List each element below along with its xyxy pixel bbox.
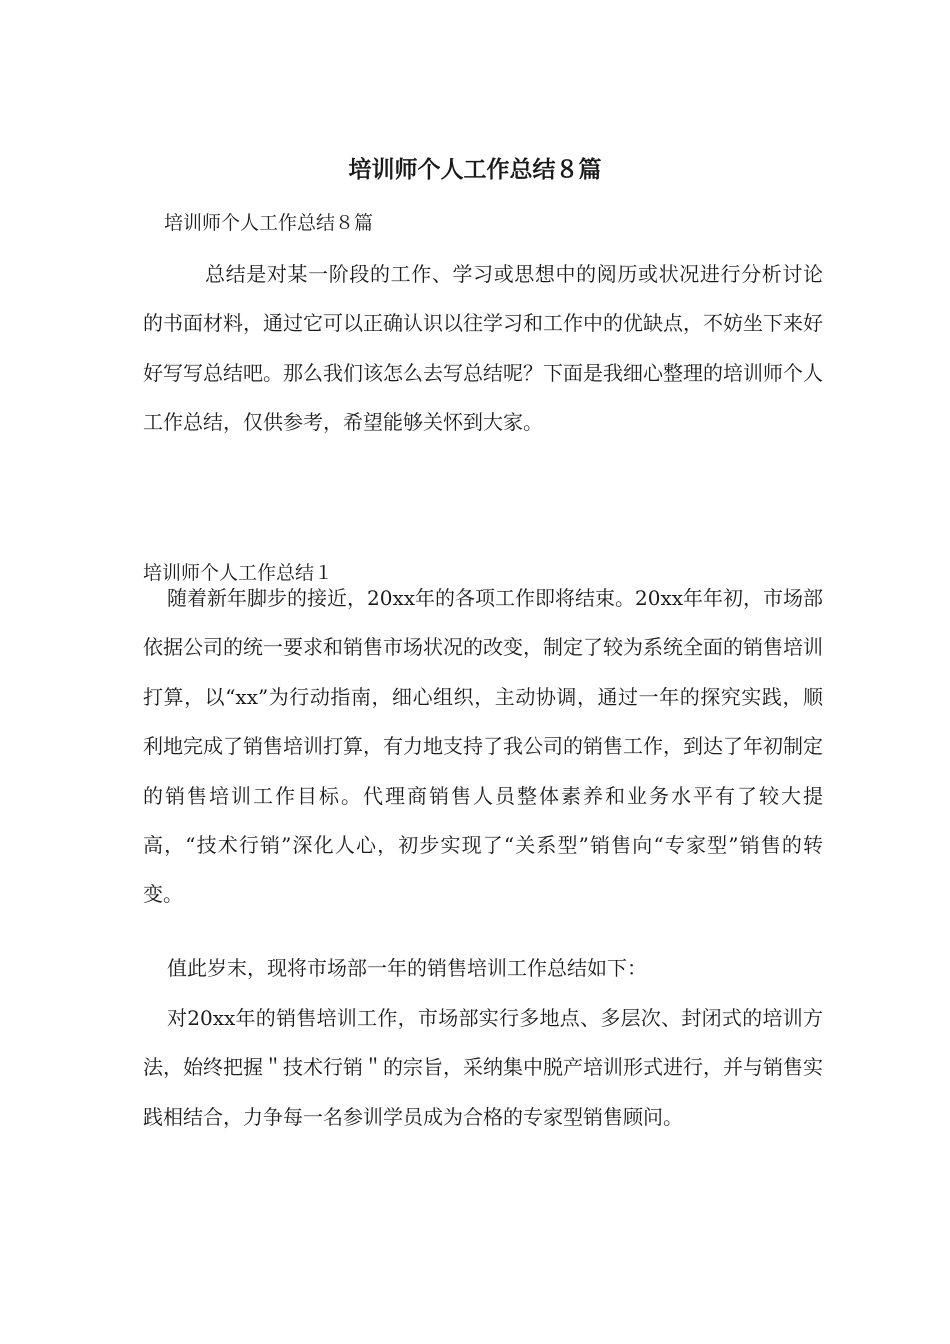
intro-paragraph: 总结是对某一阶段的工作、学习或思想中的阅历或状况进行分析讨论的书面材料，通过它可以正确认识以往学习和工作中的优缺点，不妨坐下来好好写写总结吧。那么我们该怎么去写总结呢？下面是我细心整理的培训师个人工作总结，仅供参考，希望能够关怀到大家。 — [143, 262, 823, 435]
section-heading: 培训师个人工作总结１ — [143, 562, 334, 584]
document-title: 培训师个人工作总结８篇 — [348, 157, 602, 183]
document-subtitle: 培训师个人工作总结８篇 — [164, 212, 374, 234]
body-paragraph: 值此岁末，现将市场部一年的销售培训工作总结如下： — [167, 956, 647, 980]
body-paragraph: 随着新年脚步的接近，20xx年的各项工作即将结束。20xx年年初，市场部依据公司的统一要求和销售市场状况的改变，制定了较为系统全面的销售培训打算，以“xx”为行动指南，细心组织，主动协调，通过一年的探究实践，顺利地完成了销售培训打算，有力地支持了我公司的销售工作，到达了年初制定的销售培训工作目标。代理商销售人员整体素养和业务水平有了较大提高，“技术行销”深化人心，初步实现了“关系型”销售向“专家型”销售的转变。 — [143, 586, 824, 907]
body-paragraph: 对20xx年的销售培训工作，市场部实行多地点、多层次、封闭式的培训方法，始终把握＂技术行销＂的宗旨，采纳集中脱产培训形式进行，并与销售实践相结合，力争每一名参训学员成为合格的专家型销售顾问。 — [143, 1006, 823, 1129]
